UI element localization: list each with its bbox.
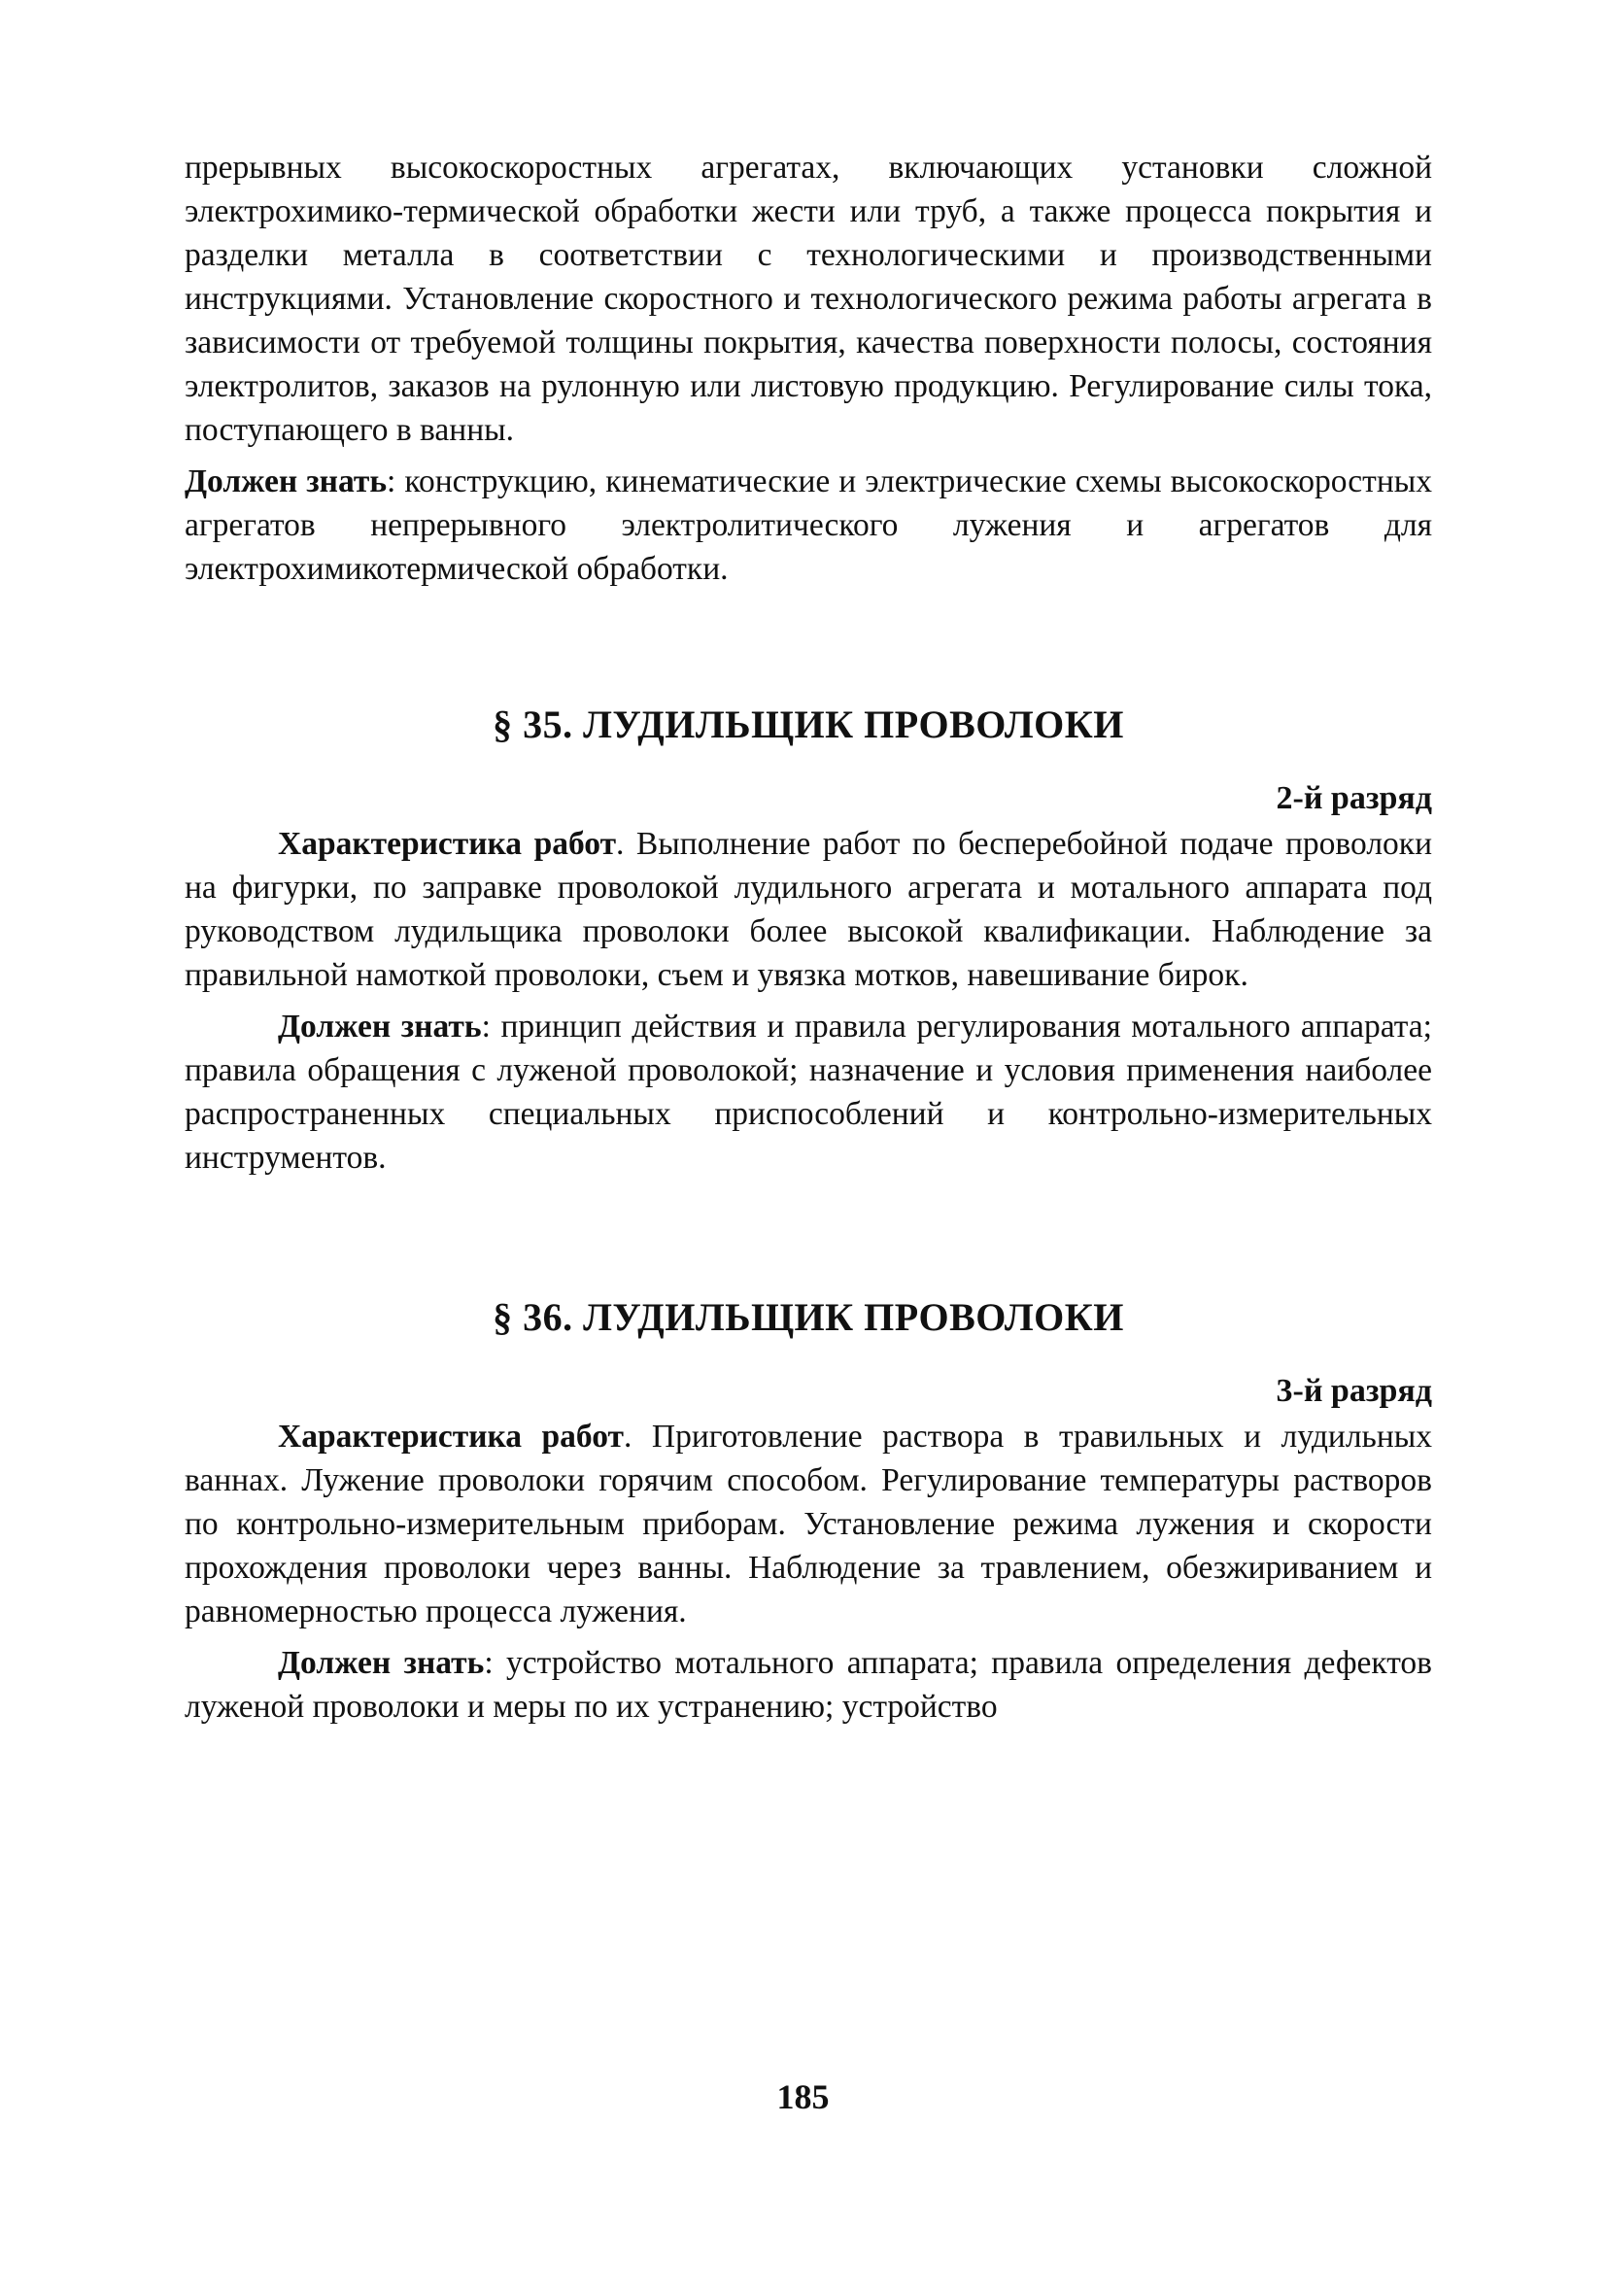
knowledge-label: Должен знать xyxy=(278,1009,482,1045)
section-36 xyxy=(185,1294,1432,1729)
knowledge-label: Должен знать xyxy=(278,1645,485,1681)
knowledge-paragraph xyxy=(185,1641,1432,1729)
work-label: Характеристика работ xyxy=(278,826,617,862)
work-characteristics-paragraph xyxy=(185,822,1432,997)
work-text: . Приготовление раствора в травильных и лудильных ваннах. Лужение проволоки горячим способом. Регулирование температуры растворов по контрольно-измерительным приборам. Установление режима лужения и скорости прохождения проволоки через ванны. Наблюдение за травлением, обезжириванием и равномерностью процесса лужения. xyxy=(185,1419,1433,1629)
knowledge-label: Должен знать xyxy=(185,463,388,499)
section-title: § 36. ЛУДИЛЬЩИК ПРОВОЛОКИ xyxy=(493,1295,1124,1339)
grade-label: 3-й разряд xyxy=(1276,1373,1432,1409)
intro-block xyxy=(185,146,1432,591)
intro-paragraph: прерывных высокоскоростных агрегатах, включающих установки сложной электрохимико-термической обработки жести или труб, а также процесса покрытия и разделки металла в соответствии с технологическими и производственными инструкциями. Установление скоростного и технологического режима работы агрегата в зависимости от требуемой толщины покрытия, качества поверхности полосы, состояния электролитов, заказов на рулонную или листовую продукцию. Регулирование силы тока, поступающего в ванны. xyxy=(185,150,1432,448)
knowledge-paragraph xyxy=(185,1005,1432,1180)
knowledge-text: : принцип действия и правила регулирования мотального аппарата; правила обращения с луженой проволокой; назначение и условия применения наиболее распространенных специальных приспособлений и контрольно-измерительных инструментов. xyxy=(185,1009,1432,1176)
work-characteristics-paragraph xyxy=(185,1415,1432,1633)
knowledge-text: : устройство мотального аппарата; правила определения дефектов луженой проволоки и меры по их устранению; устройство xyxy=(185,1645,1432,1725)
intro-knowledge-paragraph xyxy=(185,460,1432,591)
section-title: § 35. ЛУДИЛЬЩИК ПРОВОЛОКИ xyxy=(493,703,1124,746)
page-number: 185 xyxy=(776,2077,830,2116)
section-35 xyxy=(185,702,1432,1180)
work-text: . Выполнение работ по бесперебойной подаче проволоки на фигурки, по заправке проволокой лудильного агрегата и мотального аппарата под руководством лудильщика проволоки более высокой квалификации. Наблюдение за правильной намоткой проволоки, съем и увязка мотков, навешивание бирок. xyxy=(185,826,1433,993)
work-label: Характеристика работ xyxy=(278,1419,625,1455)
grade-label: 2-й разряд xyxy=(1276,780,1432,816)
knowledge-text: : конструкцию, кинематические и электрические схемы высокоскоростных агрегатов непрерывного электролитического лужения и агрегатов для электрохимикотермической обработки. xyxy=(185,463,1432,587)
page-body xyxy=(185,146,1432,1729)
